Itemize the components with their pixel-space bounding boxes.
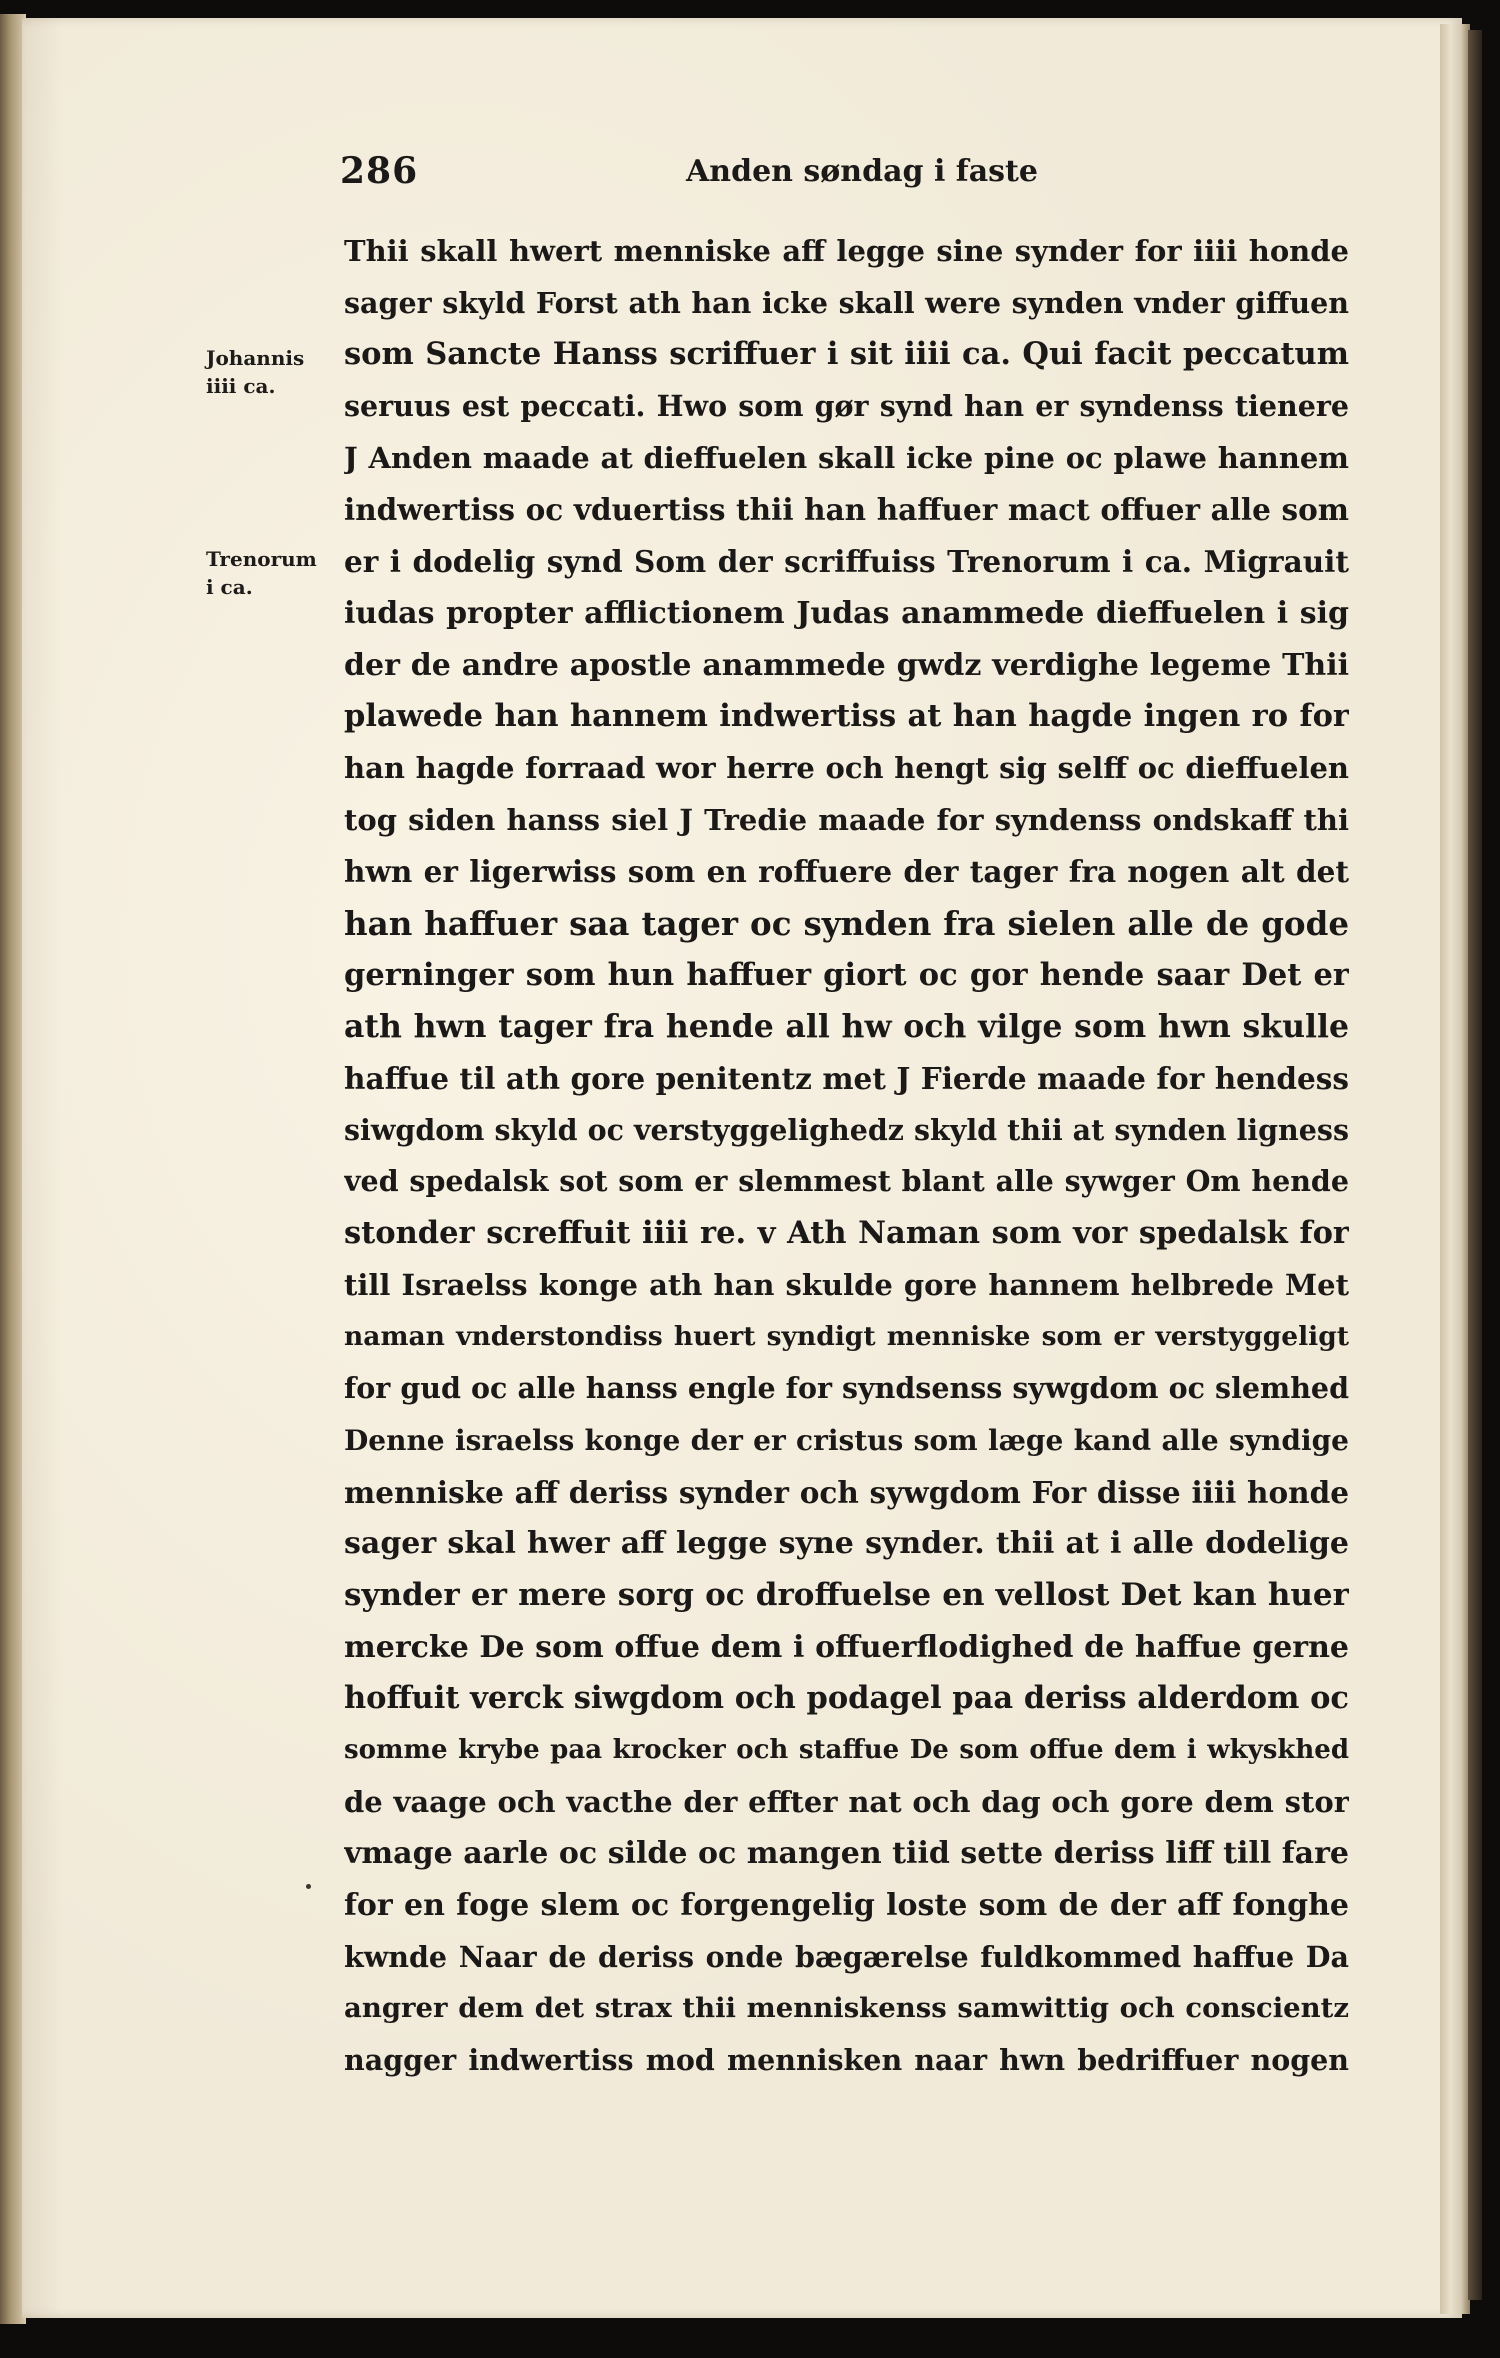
text-line: stonder screffuit iiii re. v Ath Naman som vor spedalsk for bbox=[344, 1215, 1349, 1252]
text-line: seruus est peccati. Hwo som gør synd han er syndenss tienere bbox=[344, 389, 1349, 424]
text-line: till Israelss konge ath han skulde gore hannem helbrede Met bbox=[344, 1267, 1349, 1302]
text-line: ved spedalsk sot som er slemmest blant alle sywger Om hende bbox=[344, 1164, 1349, 1199]
margin-note-line: i ca. bbox=[206, 575, 253, 599]
text-line: de vaage och vacthe der effter nat och dag och gore dem stor bbox=[344, 1784, 1349, 1819]
text-line: hoffuit verck siwgdom och podagel paa deriss alderdom oc bbox=[344, 1680, 1349, 1717]
body-text bbox=[344, 226, 1349, 2087]
text-line: hwn er ligerwiss som en roffuere der tager fra nogen alt det bbox=[344, 854, 1349, 890]
text-line: haffue til ath gore penitentz met J Fierde maade for hendess bbox=[344, 1061, 1349, 1096]
text-line: siwgdom skyld oc verstyggelighedz skyld thii at synden ligness bbox=[344, 1112, 1349, 1147]
page-number: 286 bbox=[340, 150, 419, 192]
margin-note-line: Johannis bbox=[206, 346, 305, 370]
text-line: han haffuer saa tager oc synden fra sielen alle de gode bbox=[344, 903, 1349, 943]
text-line: synder er mere sorg oc droffuelse en vellost Det kan huer bbox=[344, 1576, 1349, 1613]
page-header bbox=[340, 150, 1360, 200]
text-line: som Sancte Hanss scriffuer i sit iiii ca. Qui facit peccatum bbox=[344, 336, 1349, 373]
text-line: tog siden hanss siel J Tredie maade for syndenss ondskaff thi bbox=[344, 802, 1349, 837]
text-line: nagger indwertiss mod mennisken naar hwn bedriffuer nogen bbox=[344, 2043, 1349, 2078]
text-line: angrer dem det strax thii menniskenss samwittig och conscientz bbox=[344, 1992, 1349, 2025]
text-line: indwertiss oc vduertiss thii han haffuer mact offuer alle som bbox=[344, 492, 1349, 528]
book-spine-shadow bbox=[1468, 30, 1482, 2300]
margin-note-johannis bbox=[206, 344, 304, 400]
text-line: naman vnderstondiss huert syndigt menniske som er verstyggeligt bbox=[344, 1321, 1349, 1353]
text-line: sager skyld Forst ath han icke skall were synden vnder giffuen bbox=[344, 285, 1349, 320]
margin-note-line: iiii ca. bbox=[206, 374, 276, 398]
text-line: for gud oc alle hanss engle for syndsenss sywgdom oc slemhed bbox=[344, 1371, 1349, 1406]
paper-speck bbox=[306, 1884, 311, 1889]
text-line: Denne israelss konge der er cristus som læge kand alle syndige bbox=[344, 1423, 1349, 1457]
running-title: Anden søndag i faste bbox=[686, 154, 1038, 189]
text-line: der de andre apostle anammede gwdz verdighe legeme Thii bbox=[344, 647, 1349, 683]
text-line: han hagde forraad wor herre och hengt sig selff oc dieffuelen bbox=[344, 750, 1349, 785]
text-line: J Anden maade at dieffuelen skall icke pine oc plawe hannem bbox=[344, 440, 1349, 475]
text-line: plawede han hannem indwertiss at han hagde ingen ro for bbox=[344, 698, 1349, 735]
text-line: ath hwn tager fra hende all hw och vilge som hwn skulle bbox=[344, 1008, 1349, 1046]
text-line: vmage aarle oc silde oc mangen tiid sette deriss liff till fare bbox=[344, 1836, 1349, 1872]
text-line: somme krybe paa krocker och staffue De som offue dem i wkyskhed bbox=[344, 1734, 1349, 1765]
margin-note-line: Trenorum bbox=[206, 547, 317, 571]
text-line: Thii skall hwert menniske aff legge sine synder for iiii honde bbox=[344, 234, 1349, 268]
book-right-edge bbox=[1440, 24, 1470, 2314]
text-line: er i dodelig synd Som der scriffuiss Trenorum i ca. Migrauit bbox=[344, 544, 1349, 580]
text-line: kwnde Naar de deriss onde bægærelse fuldkommed haffue Da bbox=[344, 1939, 1349, 1974]
text-line: for en foge slem oc forgengelig loste som de der aff fonghe bbox=[344, 1888, 1349, 1923]
text-line: gerninger som hun haffuer giort oc gor hende saar Det er bbox=[344, 956, 1349, 993]
margin-note-trenorum bbox=[206, 545, 317, 601]
text-line: mercke De som offue dem i offuerflodighed de haffue gerne bbox=[344, 1629, 1349, 1665]
text-line: menniske aff deriss synder och sywgdom For disse iiii honde bbox=[344, 1474, 1349, 1510]
text-line: sager skal hwer aff legge syne synder. thii at i alle dodelige bbox=[344, 1526, 1349, 1562]
text-line: iudas propter afflictionem Judas anammede dieffuelen i sig bbox=[344, 595, 1349, 631]
